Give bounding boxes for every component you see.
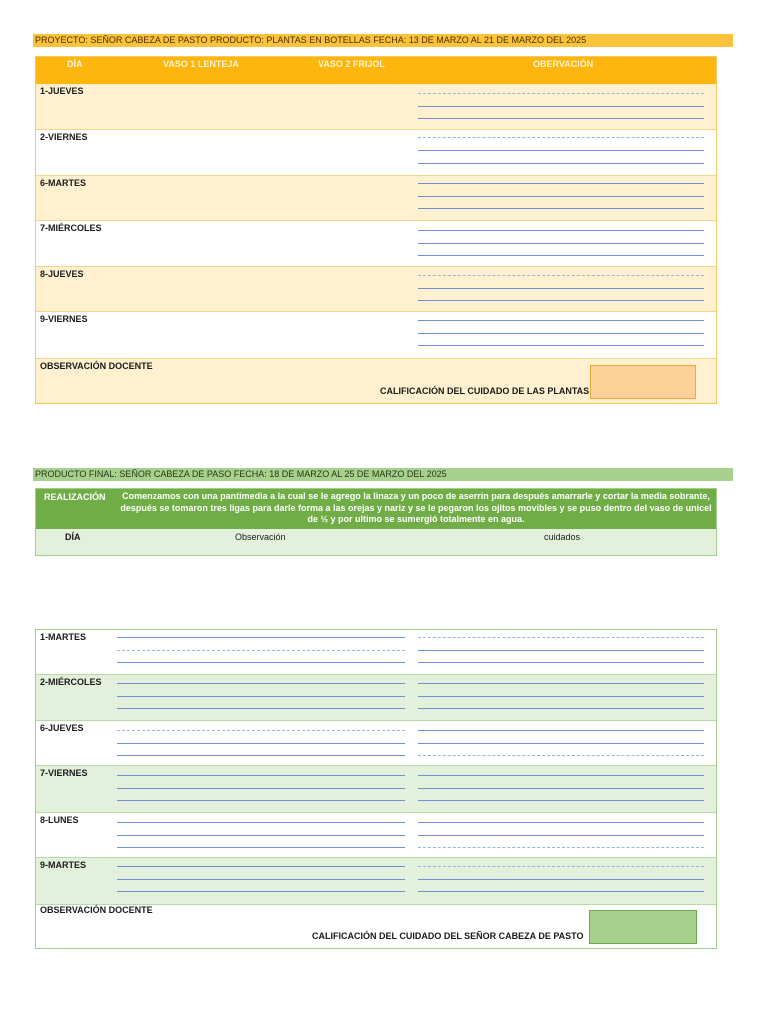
- day-label: 6-JUEVES: [40, 723, 84, 733]
- day-label: 7-VIERNES: [40, 768, 88, 778]
- realization-row: [36, 489, 716, 529]
- plant-log-table: [35, 56, 717, 404]
- care-log-row: [36, 630, 716, 675]
- care-log-row: [36, 766, 716, 813]
- day-label: 8-JUEVES: [40, 269, 84, 279]
- observation-lines[interactable]: [418, 275, 704, 305]
- plant-log-row: [36, 84, 716, 130]
- plant-log-header-row: [36, 57, 716, 84]
- teacher-observation-label: OBSERVACIÓN DOCENTE: [40, 905, 153, 915]
- day-label: 9-MARTES: [40, 860, 87, 870]
- day-label: 9-VIERNES: [40, 314, 88, 324]
- grade-box[interactable]: [590, 365, 696, 399]
- care-lines[interactable]: [418, 730, 704, 760]
- observation-lines[interactable]: [418, 320, 704, 350]
- observation-lines[interactable]: [117, 637, 405, 667]
- realization-label: REALIZACIÓN: [44, 492, 106, 502]
- project-header-band: [33, 34, 733, 47]
- observation-lines[interactable]: [418, 183, 704, 213]
- observation-lines[interactable]: [418, 93, 704, 123]
- observation-lines[interactable]: [418, 137, 704, 167]
- observation-lines[interactable]: [117, 730, 405, 760]
- grade-label: CALIFICACIÓN DEL CUIDADO DE LAS PLANTAS: [380, 386, 590, 396]
- observation-lines[interactable]: [117, 866, 405, 896]
- realization-text: Comenzamos con una pantimedia a la cual se le agrego la linaza y un poco de aserrín para después amarrarle y cortar la media sobrante, después se tomaron tres ligas para darle forma a las orejas y nariz y se le pegaron los ojitos movibles y se puso dentro del vaso de unicel de ½ y por ultimo se sumergió totalmente en agua.: [120, 491, 712, 524]
- day-label: 1-JUEVES: [40, 86, 84, 96]
- teacher-observation-row: [36, 905, 716, 948]
- day-label: 7-MIÉRCOLES: [40, 223, 102, 233]
- observation-lines[interactable]: [117, 683, 405, 713]
- care-log-row: [36, 813, 716, 858]
- care-log-row: [36, 858, 716, 905]
- realization-table: [35, 488, 717, 556]
- care-lines[interactable]: [418, 822, 704, 852]
- care-log-row: [36, 721, 716, 766]
- subheader-cuidados: cuidados: [544, 532, 581, 542]
- subheader-observacion: Observación: [235, 532, 286, 542]
- day-label: 6-MARTES: [40, 178, 87, 188]
- care-log-table: [35, 629, 717, 949]
- plant-log-row: [36, 176, 716, 221]
- header-vaso1: VASO 1 LENTEJA: [163, 59, 239, 69]
- plant-log-row: [36, 267, 716, 312]
- observation-lines[interactable]: [117, 822, 405, 852]
- day-label: 2-VIERNES: [40, 132, 88, 142]
- care-lines[interactable]: [418, 866, 704, 896]
- day-label: 2-MIÉRCOLES: [40, 677, 102, 687]
- day-label: 1-MARTES: [40, 632, 87, 642]
- plant-log-row: [36, 130, 716, 176]
- subheader-dia: DÍA: [65, 532, 81, 542]
- final-product-band: [33, 468, 733, 481]
- header-observacion: OBERVACIÓN: [533, 59, 594, 69]
- grade-label: CALIFICACIÓN DEL CUIDADO DEL SEÑOR CABEZA DE PASTO: [312, 931, 584, 941]
- day-label: 8-LUNES: [40, 815, 79, 825]
- plant-log-row: [36, 221, 716, 267]
- grade-box[interactable]: [589, 910, 697, 944]
- observation-lines[interactable]: [117, 775, 405, 805]
- observation-lines[interactable]: [418, 230, 704, 260]
- care-lines[interactable]: [418, 683, 704, 713]
- header-vaso2: VASO 2 FRIJOL: [318, 59, 385, 69]
- care-lines[interactable]: [418, 775, 704, 805]
- plant-log-row: [36, 312, 716, 359]
- teacher-observation-row: [36, 359, 716, 403]
- final-product-text: PRODUCTO FINAL: SEÑOR CABEZA DE PASO FECHA: 18 DE MARZO AL 25 DE MARZO DEL 2025: [35, 469, 447, 479]
- header-dia: DÍA: [67, 59, 83, 69]
- care-log-row: [36, 675, 716, 721]
- project-header-text: PROYECTO: SEÑOR CABEZA DE PASTO PRODUCTO: PLANTAS EN BOTELLAS FECHA: 13 DE MARZO AL 21 DE MARZO DEL 2025: [35, 35, 587, 45]
- teacher-observation-label: OBSERVACIÓN DOCENTE: [40, 361, 153, 371]
- care-lines[interactable]: [418, 637, 704, 667]
